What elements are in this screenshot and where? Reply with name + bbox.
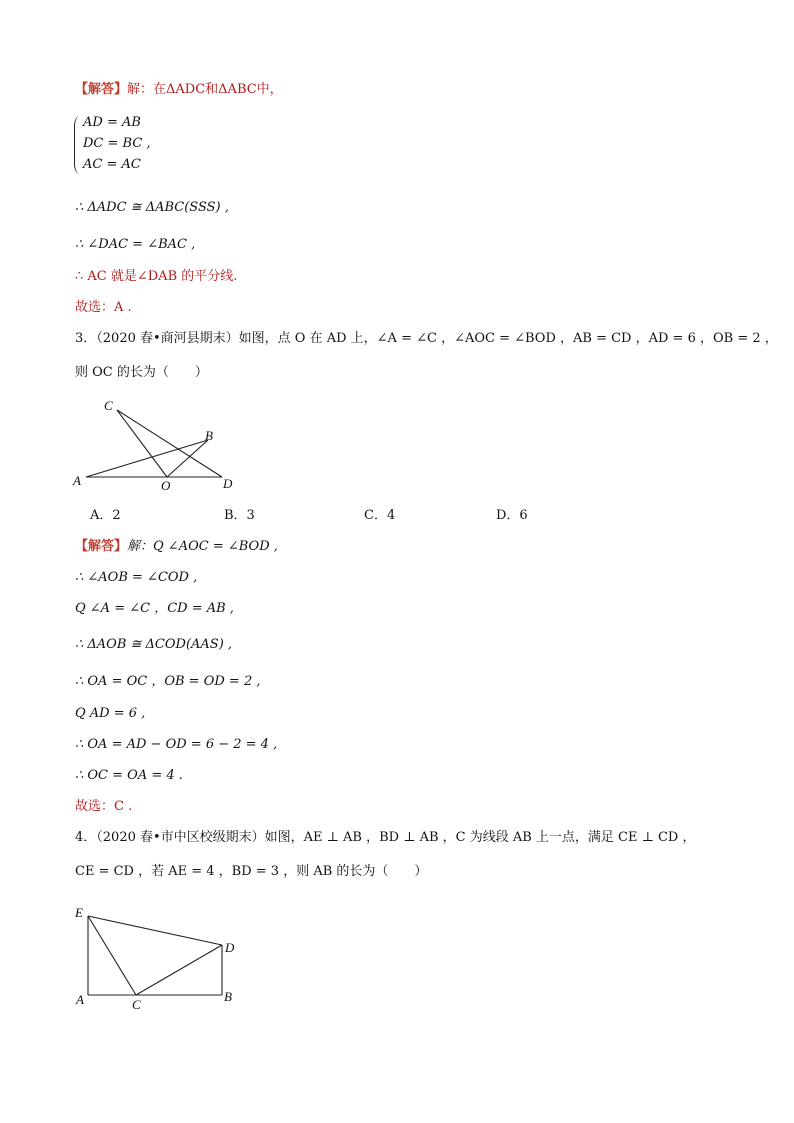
solution-b-step-7: ∴ OA = AD − OD = 6 − 2 = 4 , bbox=[75, 737, 278, 752]
fig3-label-d: D bbox=[223, 476, 233, 491]
solution-b-tag: 【解答】 bbox=[75, 539, 128, 554]
fig3-label-o: O bbox=[161, 478, 171, 493]
fig4-label-a: A bbox=[76, 992, 84, 1007]
fig4-label-d: D bbox=[225, 940, 235, 955]
equation-3: AC = AC bbox=[83, 157, 141, 172]
equation-2: DC = BC , bbox=[83, 136, 151, 151]
solution-b-step-5: ∴ OA = OC ，OB = OD = 2 , bbox=[75, 674, 261, 689]
question-3-line-1: 3．（2020 春•商河县期末）如图，点 O 在 AD 上，∠A = ∠C ，∠AOC = ∠BOD ，AB = CD ，AD = 6 ，OB = 2 ， bbox=[75, 331, 778, 346]
solution-a-intro: 解：在ΔADC和ΔABC中， bbox=[127, 82, 283, 97]
solution-a-tag: 【解答】 bbox=[75, 82, 128, 97]
solution-a-step-3: ∴ AC 就是∠DAB 的平分线. bbox=[75, 269, 238, 284]
question-4-line-2: CE = CD ，若 AE = 4 ，BD = 3 ，则 AB 的长为（ ） bbox=[75, 864, 428, 879]
equation-1: AD = AB bbox=[83, 115, 141, 130]
option-c: C．4 bbox=[364, 508, 396, 523]
fig3-label-a: A bbox=[73, 473, 81, 488]
fig4-label-c: C bbox=[132, 997, 141, 1012]
solution-b-line-1 bbox=[75, 538, 278, 556]
fig3-label-c: C bbox=[104, 398, 113, 413]
solution-b-step-8: ∴ OC = OA = 4 . bbox=[75, 768, 183, 783]
fig4-label-b: B bbox=[224, 989, 232, 1004]
solution-b-step-1: 解：Q ∠AOC = ∠BOD , bbox=[127, 539, 278, 554]
question-3-line-2: 则 OC 的长为（ ） bbox=[75, 365, 208, 380]
solution-a-answer: 故选：A . bbox=[75, 300, 132, 315]
solution-b-answer: 故选：C . bbox=[75, 799, 133, 814]
option-b: B．3 bbox=[224, 508, 255, 523]
question-3-figure bbox=[70, 398, 240, 496]
question-4-figure bbox=[70, 902, 250, 1014]
solution-a-intro-line bbox=[75, 81, 283, 99]
option-a: A．2 bbox=[90, 508, 121, 523]
solution-b-step-3: Q ∠A = ∠C ，CD = AB , bbox=[75, 601, 234, 616]
solution-b-step-4: ∴ ΔAOB ≅ ΔCOD(AAS) , bbox=[75, 637, 233, 652]
question-4-line-1: 4．（2020 春•市中区校级期末）如图，AE ⊥ AB ，BD ⊥ AB ，C 为线段 AB 上一点，满足 CE ⊥ CD ， bbox=[75, 830, 696, 845]
solution-a-step-1: ∴ ΔADC ≅ ΔABC(SSS) , bbox=[75, 200, 229, 215]
solution-a-step-2: ∴ ∠DAC = ∠BAC , bbox=[75, 237, 196, 252]
solution-b-step-6: Q AD = 6 , bbox=[75, 706, 146, 721]
fig3-label-b: B bbox=[205, 428, 213, 443]
fig4-label-e: E bbox=[75, 905, 83, 920]
option-d: D．6 bbox=[496, 508, 528, 523]
equation-brace bbox=[74, 116, 81, 174]
solution-b-step-2: ∴ ∠AOB = ∠COD , bbox=[75, 570, 198, 585]
